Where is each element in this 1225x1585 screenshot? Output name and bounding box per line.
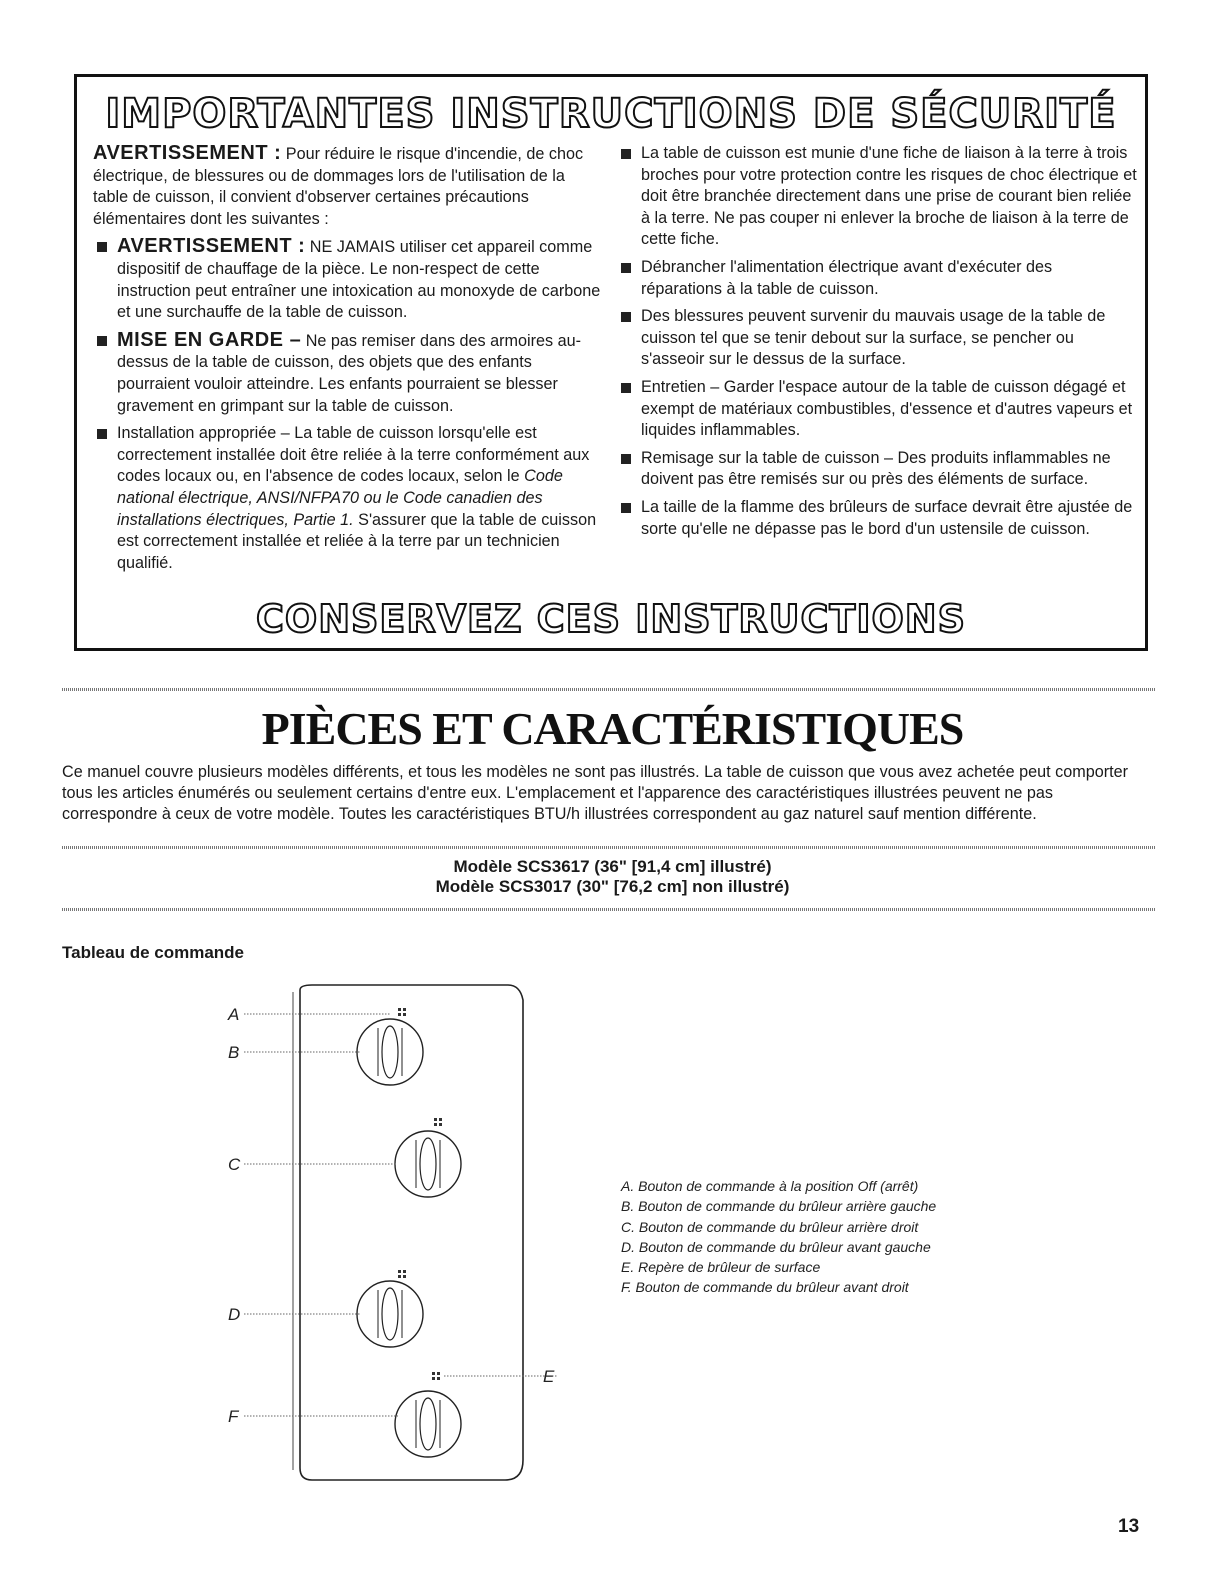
subheading: Tableau de commande xyxy=(62,943,245,962)
list-item xyxy=(93,236,601,323)
legend-item: B. Bouton de commande du brûleur arrière gauche xyxy=(621,1198,937,1215)
callout-label: D xyxy=(228,1305,241,1324)
list-item xyxy=(617,143,1137,251)
bullet-icon xyxy=(621,149,631,159)
bullet-icon xyxy=(621,454,631,464)
knob-icon xyxy=(357,1019,423,1085)
divider xyxy=(62,688,1155,691)
section-title: PIÈCES ET CARACTÉRISTIQUES xyxy=(261,703,964,754)
knob-icon xyxy=(395,1391,461,1457)
callout-label: B xyxy=(228,1043,240,1062)
item-text: La table de cuisson est munie d'une fiche de liaison à la terre à trois broches pour votre protection contre les risques de choc électrique et doit être branchée directement dans une prise de courant bien reliée à la terre. Ne pas couper ni enlever la broche de liaison à la terre de cette fiche. xyxy=(641,144,1137,249)
panel-outline xyxy=(300,985,523,1480)
item-text: Remisage sur la table de cuisson – Des produits inflammables ne doivent pas être remisés sur ou près des éléments de surface. xyxy=(641,448,1111,489)
item-text: La taille de la flamme des brûleurs de surface devrait être ajustée de sorte qu'elle ne dépasse pas le bord d'un ustensile de cuisson. xyxy=(641,497,1133,538)
list-item xyxy=(617,497,1137,540)
warning-paragraph xyxy=(93,143,601,230)
bullet-icon xyxy=(621,503,631,513)
bullet-icon xyxy=(621,312,631,322)
bullet-icon xyxy=(621,263,631,273)
callout-label: C xyxy=(228,1155,241,1174)
legend-item: E. Repère de brûleur de surface xyxy=(621,1259,821,1276)
list-item xyxy=(617,257,1137,300)
safety-right-column xyxy=(617,143,1137,546)
burner-marker-icon xyxy=(398,1008,442,1380)
model-heading xyxy=(0,857,1225,897)
bullet-icon xyxy=(97,242,107,252)
list-item xyxy=(617,377,1137,442)
diagram-legend xyxy=(621,1176,936,1298)
legend-item: F. Bouton de commande du brûleur avant droit xyxy=(621,1279,909,1296)
safety-footer: CONSERVEZ CES INSTRUCTIONS xyxy=(256,597,966,641)
model-line-2: Modèle SCS3017 (30" [76,2 cm] non illustré) xyxy=(435,877,790,896)
warning-lead: AVERTISSEMENT : xyxy=(93,142,282,164)
legend-item: A. Bouton de commande à la position Off (arrêt) xyxy=(621,1178,919,1194)
legend-item: C. Bouton de commande du brûleur arrière droit xyxy=(621,1218,919,1235)
install-text-before: Installation appropriée – La table de cuisson lorsqu'elle est correctement installée doit être reliée à la terre conformément aux codes locaux ou, en l'absence de codes locaux, selon le xyxy=(117,424,590,486)
safety-left-column xyxy=(93,143,601,580)
callout-label: F xyxy=(228,1407,239,1426)
divider xyxy=(62,846,1155,849)
safety-title: IMPORTANTES INSTRUCTIONS DE SÉCURITÉ xyxy=(105,91,1117,137)
leader-lines xyxy=(244,1014,558,1416)
list-item xyxy=(93,423,601,574)
page-number: 13 xyxy=(1118,1516,1140,1537)
knob-icon xyxy=(395,1131,461,1197)
bullet-icon xyxy=(621,383,631,393)
model-line-1: Modèle SCS3617 (36" [91,4 cm] illustré) xyxy=(453,857,772,876)
callout-label: E xyxy=(543,1367,555,1386)
list-item xyxy=(617,448,1137,491)
item-text: Des blessures peuvent survenir du mauvais usage de la table de cuisson tel que se tenir debout sur la surface, se pencher ou s'asseoir sur le dessus de la surface. xyxy=(641,307,1106,369)
list-item xyxy=(617,306,1137,371)
legend-item: D. Bouton de commande du brûleur avant gauche xyxy=(621,1238,931,1255)
control-panel-diagram xyxy=(200,980,560,1490)
bullet-icon xyxy=(97,336,107,346)
item-text: Ne pas remiser dans des armoires au-dessus de la table de cuisson, des objets que des enfants pourraient vouloir atteindre. Les enfants pourraient se blesser gravement en grimpant sur la table de cuisson. xyxy=(117,331,582,415)
item-lead: MISE EN GARDE – xyxy=(117,328,302,351)
bullet-icon xyxy=(97,429,107,439)
warning-text: Pour réduire le risque d'incendie, de choc électrique, de blessures ou de dommages lors de l'utilisation de la table de cuisson, il convient d'observer certaines précautions élémentaires dont les suivantes : xyxy=(93,145,584,228)
safety-instructions-box xyxy=(74,74,1148,651)
list-item xyxy=(93,330,601,417)
intro-paragraph: Ce manuel couvre plusieurs modèles différents, et tous les modèles ne sont pas illustrés. La table de cuisson que vous avez achetée peut comporter tous les articles énumérés ou seulement certains d'entre eux. L'emplacement et l'apparence des caractéristiques illustrées peuvent ne pas correspondre à ceux de votre modèle. Toutes les caractéristiques BTU/h illustrées correspondent au gaz naturel sauf mention différente. xyxy=(62,763,1128,824)
item-text: Entretien – Garder l'espace autour de la table de cuisson dégagé et exempt de matériaux combustibles, d'essence et d'autres vapeurs et liquides inflammables. xyxy=(641,377,1133,440)
item-text: NE JAMAIS utiliser cet appareil comme dispositif de chauffage de la pièce. Le non-respect de cette instruction peut entraîner une intoxication au monoxyde de carbone et une surchauffe de la table de cuisson. xyxy=(117,238,601,322)
install-code-reference: Code national électrique, ANSI/NFPA70 ou le Code canadien des installations électriques, Partie 1. xyxy=(117,467,563,529)
item-text: Débrancher l'alimentation électrique avant d'exécuter des réparations à la table de cuisson. xyxy=(641,257,1053,298)
knob-icon xyxy=(357,1281,423,1347)
divider xyxy=(62,908,1155,911)
item-lead: AVERTISSEMENT : xyxy=(117,235,306,258)
install-text-after: S'assurer que la table de cuisson est correctement installée et reliée à la terre par un technicien qualifié. xyxy=(117,510,597,572)
callout-label: A xyxy=(228,1005,240,1024)
